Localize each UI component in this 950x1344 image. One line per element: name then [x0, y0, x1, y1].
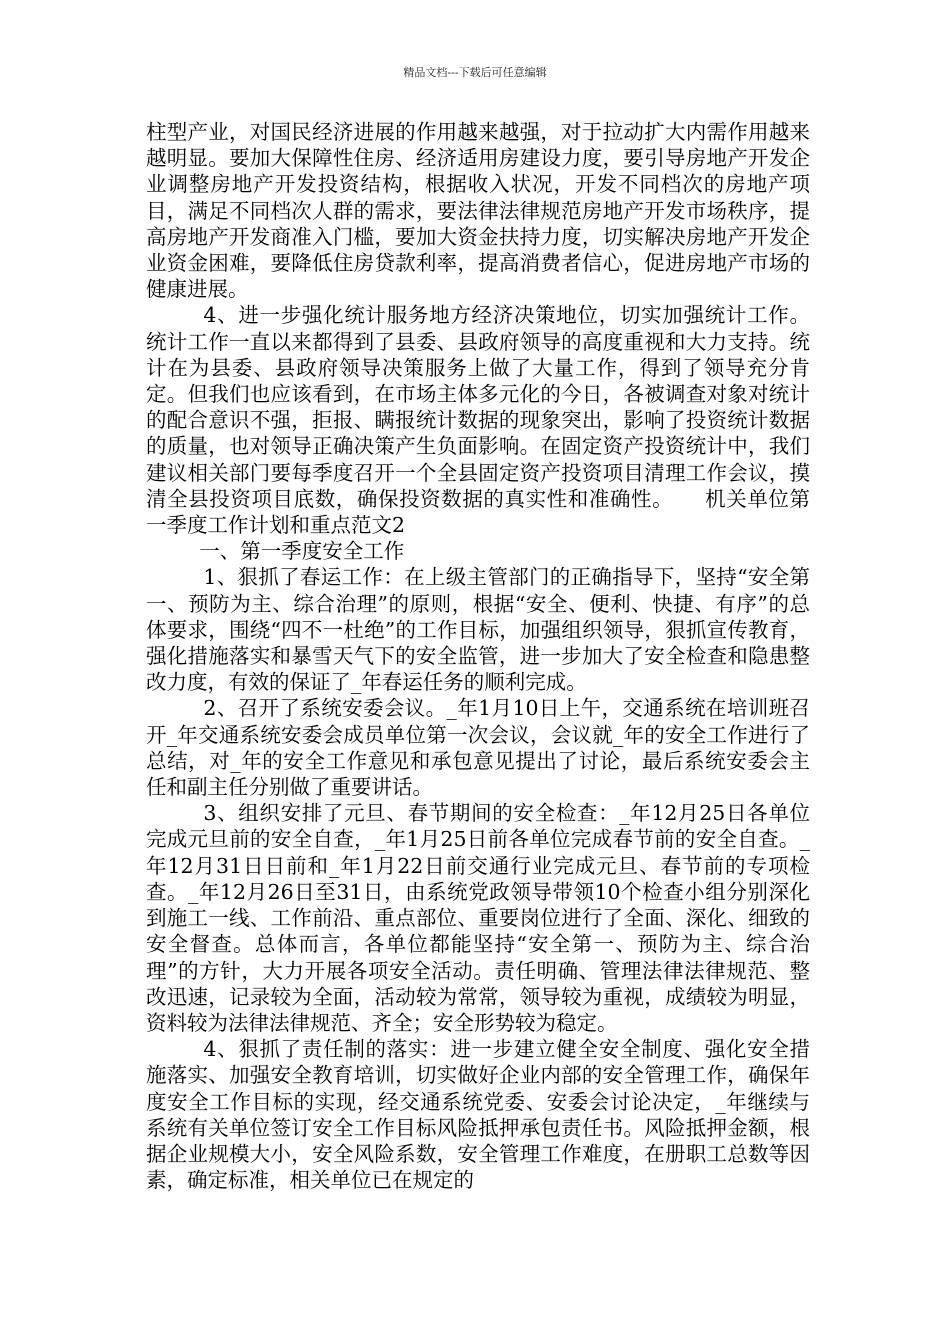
paragraph-responsibility: 4、狠抓了责任制的落实：进一步建立健全安全制度、强化安全措施落实、加强安全教育培训，切实做好企业内部的安全管理工作，确保年度安全工作目标的实现，经交通系统党委、安委会讨论决定，_年继续与系统有关单位签订安全工作目标风险抵押承包责任书。风险抵押金额，根据企业规模大小，安全风险系数，安全管理工作难度，在册职工总数等因素，确定标准，相关单位已在规定的 [146, 1037, 810, 1193]
section-heading-q1-safety: 一、第一季度安全工作 [199, 539, 405, 564]
paragraph-spring-transport: 1、狠抓了春运工作：在上级主管部门的正确指导下，坚持“安全第一、预防为主、综合治理”的原则，根据“安全、便利、快捷、有序”的总体要求，围绕“四不一杜绝”的工作目标，加强组织领导，狠抓宣传教育，强化措施落实和暴雪天气下的安全监管，进一步加大了安全检查和隐患整改力度，有效的保证了_年春运任务的顺利完成。 [146, 565, 810, 695]
document-body [146, 119, 810, 1193]
paragraph-holiday-inspection: 3、组织安排了元旦、春节期间的安全检查：_年12月25日各单位完成元旦前的安全自查，_年1月25日前各单位完成春节前的安全自查。_年12月31日日前和_年1月22日前交通行业完成元旦、春节前的专项检查。_年12月26日至31日，由系统党政领导带领10个检查小组分别深化到施工一线、工作前沿、重点部位、重要岗位进行了全面、深化、细致的安全督查。总体而言，各单位都能坚持“安全第一、预防为主、综合治理”的方针，大力开展各项安全活动。责任明确、管理法律法律规范、整改迅速，记录较为全面，活动较为常常，领导较为重视，成绩较为明显，资料较为法律法律规范、齐全；安全形势较为稳定。 [146, 801, 810, 1035]
paragraph-safety-meeting: 2、召开了系统安委会议。_年1月10日上午，交通系统在培训班召开_年交通系统安委会成员单位第一次会议，会议就_年的安全工作进行了总结，对_年的安全工作意见和承包意见提出了讨论，最后系统安委会主任和副主任分别做了重要讲话。 [146, 696, 810, 800]
page-header: 精品文档---下载后可任意编辑 [403, 66, 547, 79]
paragraph-statistics: 4、进一步强化统计服务地方经济决策地位，切实加强统计工作。统计工作一直以来都得到了县委、县政府领导的高度重视和大力支持。统计在为县委、县政府领导决策服务上做了大量工作，得到了领导充分肯定。但我们也应该看到，在市场主体多元化的今日，各被调查对象对统计的配合意识不强，拒报、瞒报统计数据的现象突出，影响了投资统计数据的质量，也对领导正确决策产生负面影响。在固定资产投资统计中，我们建议相关部门要每季度召开一个全县固定资产投资项目清理工作会议，摸清全县投资项目底数，确保投资数据的真实性和准确性。 机关单位第一季度工作计划和重点范文2 [146, 303, 810, 538]
paragraph-real-estate: 柱型产业，对国民经济进展的作用越来越强，对于拉动扩大内需作用越来越明显。要加大保障性住房、经济适用房建设力度，要引导房地产开发企业调整房地产开发投资结构，根据收入状况，开发不同档次的房地产项目，满足不同档次人群的需求，要法律法律规范房地产开发市场秩序，提高房地产开发商准入门槛，要加大资金扶持力度，切实解决房地产开发企业资金困难，要降低住房贷款利率，提高消费者信心，促进房地产市场的健康进展。 [146, 120, 810, 302]
